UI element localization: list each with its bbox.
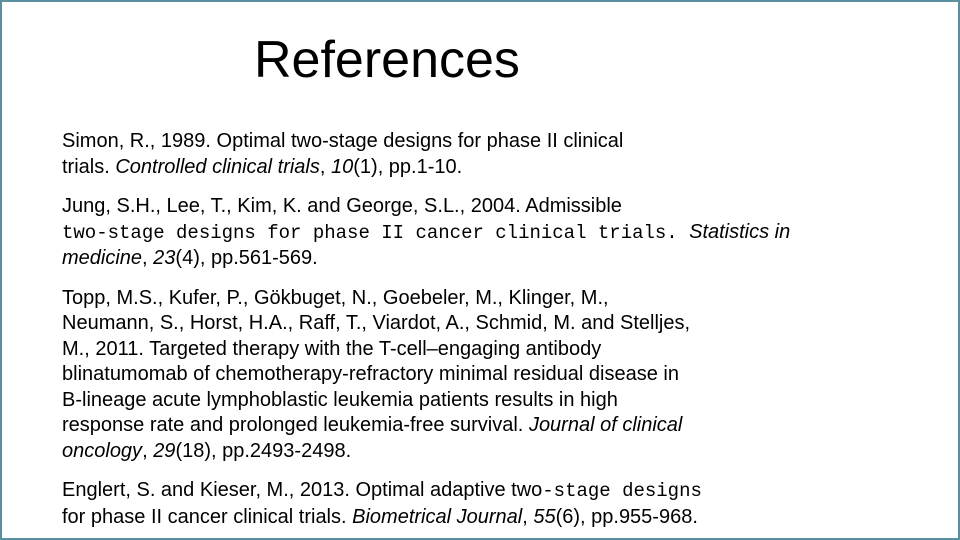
volume-number: 10 (331, 155, 354, 178)
reference-item (62, 286, 922, 465)
reference-text: , (522, 505, 534, 528)
reference-text: B-lineage acute lymphoblastic leukemia patients results in high (62, 388, 618, 411)
reference-list (62, 129, 922, 540)
reference-text: (18), pp.2493-2498. (175, 439, 352, 462)
journal-name: oncology (62, 439, 143, 462)
reference-item (62, 129, 922, 180)
reference-text: (1), pp.1-10. (353, 155, 463, 178)
journal-name: Biometrical Journal (352, 505, 523, 528)
reference-text: response rate and prolonged leukemia-free survival. (62, 414, 529, 436)
reference-text: Neumann, S., Horst, H.A., Raff, T., Viardot, A., Schmid, M. and Stelljes, (62, 312, 691, 334)
reference-text: (6), pp.955-968. (555, 505, 698, 528)
reference-text: Topp, M.S., Kufer, P., Gökbuget, N., Goebeler, M., Klinger, M., (62, 286, 609, 309)
reference-text: M., 2011. Targeted therapy with the T-cell–engaging antibody (62, 337, 602, 360)
reference-text: Jung, S.H., Lee, T., Kim, K. and George, S.L., 2004. Admissible (62, 195, 622, 217)
reference-text: blinatumomab of chemotherapy-refractory minimal residual disease in (62, 363, 679, 385)
journal-name: medicine (62, 247, 143, 269)
reference-text: two‐stage designs for phase II cancer clinical trials. (62, 221, 690, 244)
reference-text: for phase II cancer clinical trials. (62, 505, 353, 528)
reference-text: , (142, 247, 154, 269)
journal-name: Controlled clinical trials (115, 155, 320, 178)
reference-text: Simon, R., 1989. Optimal two-stage designs for phase II clinical (62, 130, 624, 152)
reference-text: trials. (62, 155, 116, 178)
reference-text: ‐stage designs (542, 480, 702, 502)
reference-item (62, 478, 922, 530)
reference-item (62, 194, 922, 272)
reference-text: Englert, S. and Kieser, M., 2013. Optimal adaptive two (62, 479, 543, 501)
reference-text: (4), pp.561-569. (175, 247, 318, 269)
journal-name: Journal of clinical (528, 414, 683, 436)
volume-number: 55 (533, 505, 556, 528)
reference-text: , (319, 155, 331, 178)
page-title: References (254, 31, 520, 89)
journal-name: Statistics in (689, 220, 791, 243)
reference-text: , (142, 439, 154, 462)
volume-number: 23 (153, 247, 176, 269)
volume-number: 29 (153, 439, 176, 462)
